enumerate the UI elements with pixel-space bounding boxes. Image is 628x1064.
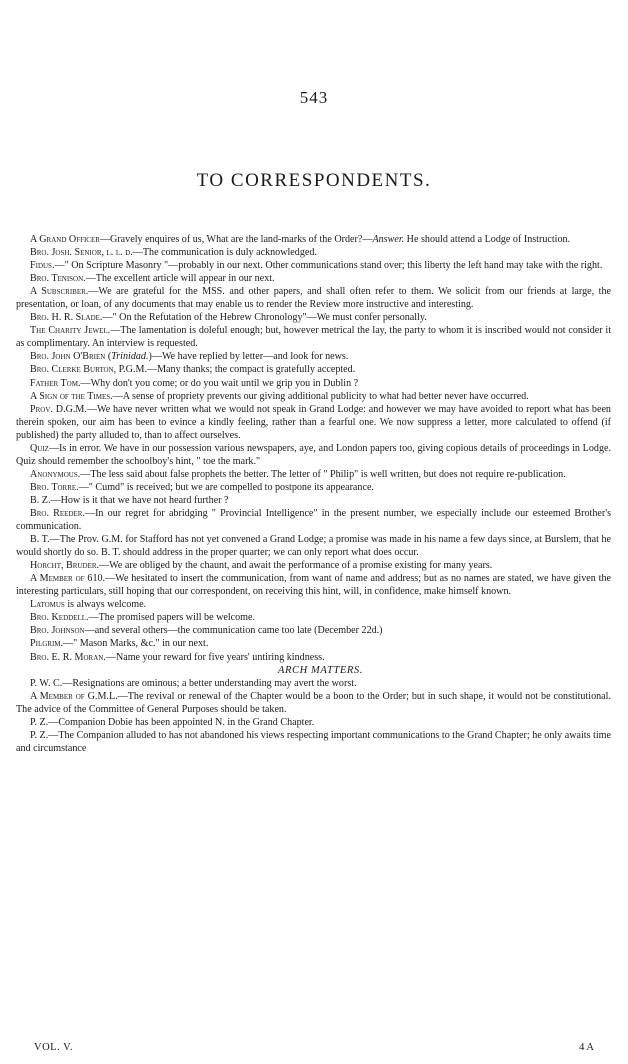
correspondent-name: Father Tom. [30,377,81,389]
page-number: 543 [299,88,329,107]
correspondent-name: Quiz [30,442,49,454]
correspondent-entry: Father Tom.—Why don't you come; or do you wait until we grip you in Dublin ? [30,377,359,389]
correspondent-name: Latomus [30,599,65,611]
correspondent-name: Horcht, Bruder. [30,560,100,572]
correspondent-entry: Quiz—Is in error. We have in our possession various newspapers, aye, and London papers too, giving copious details of proceedings in Lodge. Quiz should remember the schoolboy's hint, " toe the mark." [16,442,611,467]
correspondent-entry: The Charity Jewel.—The lamentation is doleful enough; but, however metrical the lay, the party to whom it is inscribed would not consider it as complimentary. An interview is requested. [16,325,612,350]
correspondent-entry: A Subscriber.—We are grateful for the MSS. and other papers, and shall often refer to them. We solicit from our friends at large, the presentation, or loan, of any documents that may enable us to render the Review more instructive and interesting. [16,286,612,311]
correspondent-name: The Charity Jewel. [30,325,111,337]
correspondent-entry: Bro. Johnson—and several others—the communication came too late (December 22d.) [30,625,383,637]
correspondent-entry: A Grand Officer—Gravely enquires of us, What are the land-marks of the Order?—Answer. He should attend a Lodge of Instruction. [30,234,571,245]
correspondent-name: Bro. Torre. [30,481,79,493]
arch-entry: P. Z.—Companion Dobie has been appointed N. in the Grand Chapter. [30,716,315,728]
correspondent-name: P. Z. [30,716,49,728]
correspondent-name: A Subscriber. [30,286,89,298]
correspondent-name: Bro. John O'Brien [30,351,106,363]
correspondent-name: B. Z. [30,494,51,506]
correspondent-entry: Bro. John O'Brien (Trinidad.)—We have replied by letter—and look for news. [30,351,349,363]
correspondent-entry: A Sign of the Times.—A sense of propriety prevents our giving additional publicity to what had better never have occurred. [30,390,529,402]
correspondent-entry: Bro. Tenison.—The excellent article will appear in our next. [30,273,275,285]
correspondent-entry: Horcht, Bruder.—We are obliged by the chaunt, and await the performance of a promise existing for many years. [30,560,493,572]
correspondent-name: Fidus. [30,260,55,272]
arch-entry: A Member of G.M.L.—The revival or renewal of the Chapter would be a boon to the Order; but in such shape, it would not be constitutional. The advice of the Committee of General Purposes should be taken. [16,690,611,715]
correspondent-name: Anonymous. [30,468,81,480]
correspondents-section [16,233,611,755]
correspondent-entry: Prov. D.G.M.—We have never written what we would not speak in Grand Lodge: and however we may have avoided to report what has been therein spoken, our aim has been to evince a kindly feeling, rather than a fearful one. We now suppress a letter, more calculated to offend (if published) the party alluded to, than to affect ourselves. [16,403,611,441]
arch-entry: P. W. C.—Resignations are ominous; a better understanding may avert the worst. [30,677,357,689]
correspondent-name: P. W. C. [30,677,63,689]
correspondent-entry: A Member of 610.—We hesitated to insert the communication, from want of name and address; but as no names are stated, we have given the interesting particulars, still hoping that our correspondent, on receiving this hint, will, in confidence, make himself known. [16,573,611,598]
correspondent-entry: Bro. Josh. Senior, l. l. d.—The communication is duly acknowledged. [30,247,317,259]
correspondent-entry: Bro. Keddell.—The promised papers will be welcome. [30,612,256,624]
correspondent-entry: Bro. Clerke Burton, P.G.M.—Many thanks; the compact is gratefully accepted. [30,364,356,376]
arch-matters-heading: ARCH MATTERS. [278,664,363,676]
page-title: TO CORRESPONDENTS. [196,170,432,191]
correspondent-entry: Bro. Torre.—" Cumd" is received; but we are compelled to postpone its appearance. [30,481,374,493]
correspondent-name: A Member of 610. [30,573,106,585]
correspondent-name: Bro. Josh. Senior, l. l. d. [30,247,133,259]
arch-entry: P. Z.—The Companion alluded to has not abandoned his views respecting important communications to the Grand Chapter; he only awaits time and circumstance [16,729,612,754]
correspondent-entry: B. T.—The Prov. G.M. for Stafford has not yet convened a Grand Lodge; a promise was made in his name a few days since, at Burslem, that he would shortly do so. B. T. should address in the proper quarter; we can only report what does occur. [16,534,611,559]
correspondent-name: Bro. Clerke Burton, P.G.M. [30,364,147,376]
correspondent-name: B. T. [30,534,50,546]
correspondent-name: Bro. Johnson [30,625,85,637]
correspondent-name: Bro. E. R. Moran. [30,651,106,663]
signature-mark: 4 A [579,1042,594,1053]
correspondent-entry: Anonymous.—The less said about false prophets the better. The letter of " Philip" is well written, but does not require re-publication. [30,468,566,480]
correspondent-entry: Pilgrim.—" Mason Marks, &c." in our next. [30,638,209,650]
correspondent-name: A Member of G.M.L. [30,690,118,702]
correspondent-entry: Latomus is always welcome. [30,599,147,611]
correspondent-name: Pilgrim. [30,638,64,650]
correspondent-name: A Sign of the Times. [30,390,113,402]
correspondent-entry: Bro. E. R. Moran.—Name your reward for five years' untiring kindness. [30,651,325,663]
correspondent-name: Bro. Tenison. [30,273,86,285]
correspondent-name: A Grand Officer [30,234,100,245]
correspondent-entry: Bro. H. R. Slade.—" On the Refutation of the Hebrew Chronology"—We must confer personally. [30,312,427,324]
correspondent-entry: Fidus.—" On Scripture Masonry "—probably in our next. Other communications stand over; this liberty the left hand may take with the right. [30,260,603,272]
correspondent-name: P. Z. [30,729,49,741]
volume-label: VOL. V. [34,1042,73,1053]
correspondent-entry: B. Z.—How is it that we have not heard further ? [30,494,229,506]
correspondent-name: Prov. D.G.M. [30,403,87,415]
correspondent-name: Bro. Reeder. [30,507,85,519]
correspondent-name: Bro. H. R. Slade. [30,312,103,324]
answer-label: Answer. [372,234,405,245]
correspondent-name: Bro. Keddell. [30,612,89,624]
correspondent-entry: Bro. Reeder.—In our regret for abridging " Provincial Intelligence" in the present number, we especially include our esteemed Brother's communication. [16,507,611,533]
